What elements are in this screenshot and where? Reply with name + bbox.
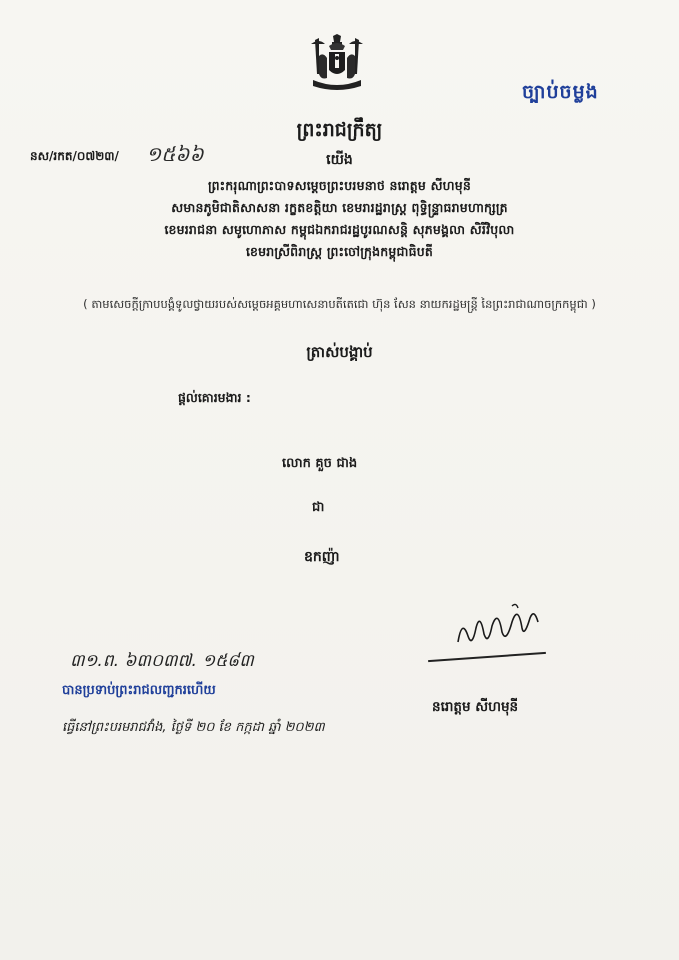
registration-number-handwritten: ៣១.ព. ៦៣០៣៧. ១៥៨៣ (70, 651, 254, 671)
signer-name: នរោត្តម សីហមុនី (432, 699, 519, 715)
proposal-note: ( តាមសេចក្តីក្រាបបង្គំទូលថ្វាយរបស់សម្តេចអគ្គមហាសេនាបតីតេជោ ហ៊ុន សែន នាយករដ្ឋមន្ត្រី នៃព្រះរាជាណាចក្រកម្ពុជា ) (83, 297, 596, 311)
done-at-date: ធ្វើនៅព្រះបរមរាជវាំង, ថ្ងៃទី ២០ ខែ កក្កដា ឆ្នាំ ២០២៣ (62, 720, 325, 735)
royal-title-line: ខេមរាស្រីពិរាស្ត្រ ព្រះចៅក្រុងកម្ពុជាធិបតី (245, 244, 434, 259)
reference-number: នស/រកត/០៧២៣/ (30, 149, 119, 163)
appointment-label: ផ្តល់គោរមងារ : (178, 390, 251, 405)
royal-title-line: ព្រះករុណាព្រះបាទសម្តេចព្រះបរមនាថ នរោត្តម សីហមុនី (207, 178, 472, 193)
royal-seal-applied-stamp: បានប្រទាប់ព្រះរាជលញ្ជករហើយ (62, 683, 216, 698)
certified-copy-stamp: ច្បាប់ចម្លង (522, 81, 599, 103)
as-word: ជា (312, 500, 325, 515)
command-heading: ត្រាស់បង្គាប់ (306, 343, 373, 361)
royal-signature (452, 598, 552, 658)
reference-number-handwritten: ១៥៦៦ (146, 142, 204, 166)
decree-title: ព្រះរាជក្រឹត្យ (296, 119, 383, 141)
honorary-title: ឧកញ៉ា (304, 549, 340, 565)
appointee-name: លោក គួច ជាង (282, 456, 358, 471)
we-heading: យើង (326, 152, 353, 168)
royal-title-line: ខេមររាជនា សមូហោភាស កម្ពុជឯករាជរដ្ឋបូរណសន្តិ សុភមង្គលា សិរីវិបុលា (164, 222, 515, 237)
royal-coat-of-arms-icon (305, 34, 369, 94)
royal-title-line: សមានភូមិជាតិសាសនា រក្ខតខត្តិយា ខេមរារដ្ឋរាស្ត្រ ពុទ្ធិន្ទ្រាធរាមហាក្សត្រ (171, 200, 508, 215)
